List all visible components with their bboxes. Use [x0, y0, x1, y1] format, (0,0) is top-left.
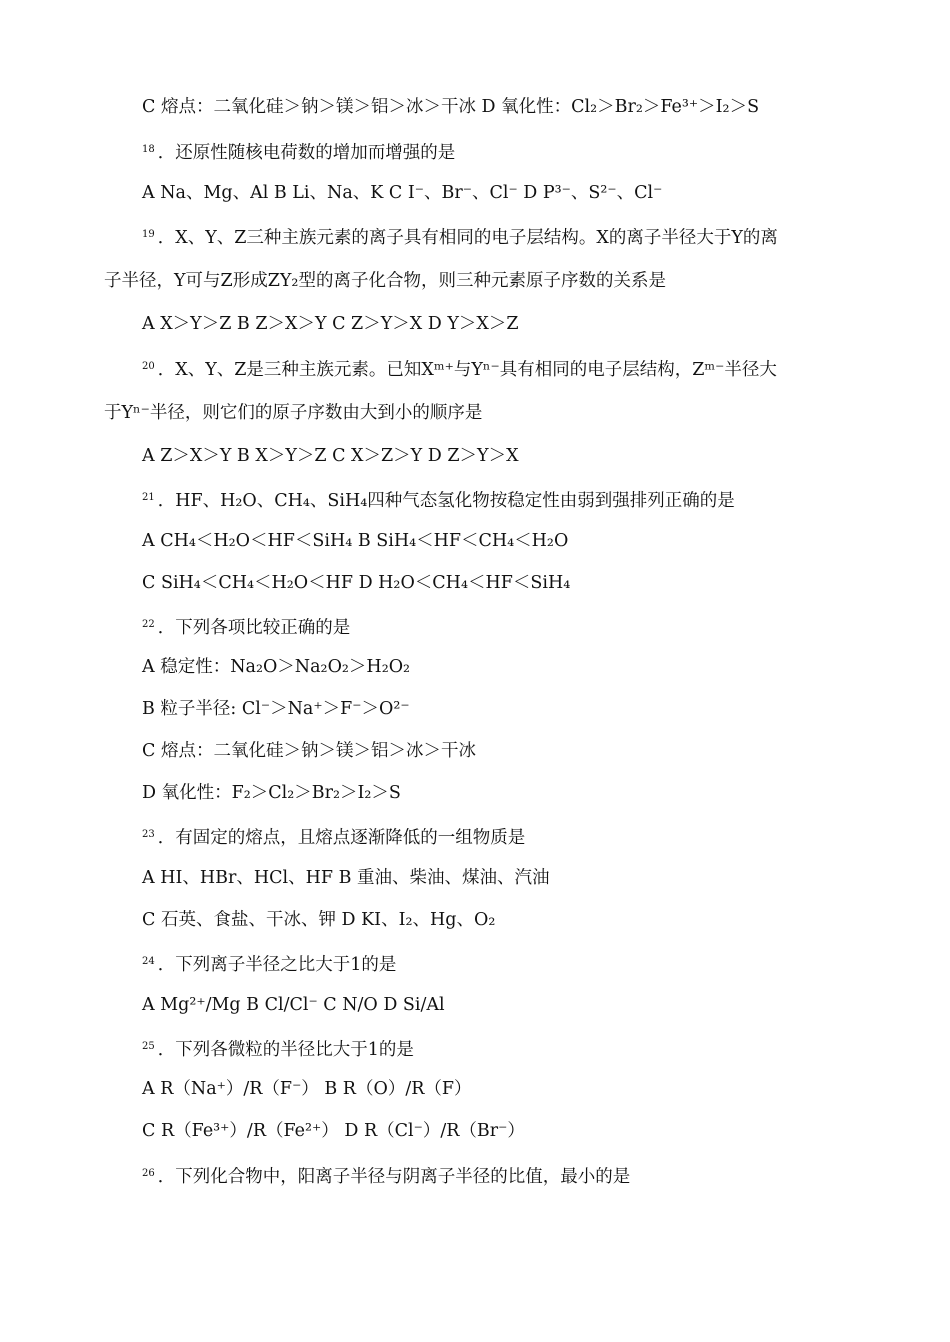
q24-options: A Mg²⁺/Mg B Cl/Cl⁻ C N/O D Si/Al	[142, 995, 445, 1015]
q19-stem-line2: 子半径，Y可与Z形成ZY₂型的离子化合物，则三种元素原子序数的关系是	[104, 271, 666, 291]
question-number: 25	[142, 1041, 155, 1052]
q20-stem-line1: $^{20}$ ．X、Y、Z是三种主族元素。已知Xᵐ⁺与Yⁿ⁻具有相同的电子层结构，Zᵐ⁻半径大	[142, 360, 777, 380]
q25-options-ab: A R（Na⁺）/R（F⁻） B R（O）/R（F）	[142, 1079, 472, 1099]
q23-options-cd: C 石英、食盐、干冰、钾 D KI、I₂、Hg、O₂	[142, 910, 496, 930]
q19-options: A X＞Y＞Z B Z＞X＞Y C Z＞Y＞X D Y＞X＞Z	[142, 314, 519, 334]
q23-stem: $^{23}$ ．有固定的熔点，且熔点逐渐降低的一组物质是	[142, 828, 526, 848]
question-number: 24	[142, 956, 155, 967]
q18-options: A Na、Mg、Al B Li、Na、K C I⁻、Br⁻、Cl⁻ D P³⁻、S²⁻、Cl⁻	[142, 183, 663, 203]
q22-stem: $^{22}$ ．下列各项比较正确的是	[142, 618, 351, 638]
q18-stem: $^{18}$ ．还原性随核电荷数的增加而增强的是	[142, 143, 456, 163]
q21-options-cd: C SiH₄＜CH₄＜H₂O＜HF D H₂O＜CH₄＜HF＜SiH₄	[142, 573, 571, 593]
q22-option-b: B 粒子半径: Cl⁻＞Na⁺＞F⁻＞O²⁻	[142, 699, 410, 719]
q17-options-cd: C 熔点：二氧化硅＞钠＞镁＞铝＞冰＞干冰 D 氧化性：Cl₂＞Br₂＞Fe³⁺＞I₂＞S	[142, 97, 760, 117]
q19-stem-line1: $^{19}$ ．X、Y、Z三种主族元素的离子具有相同的电子层结构。X的离子半径大于Y的离	[142, 228, 778, 248]
q23-options-ab: A HI、HBr、HCl、HF B 重油、柴油、煤油、汽油	[142, 868, 550, 888]
q22-option-d: D 氧化性：F₂＞Cl₂＞Br₂＞I₂＞S	[142, 783, 401, 803]
q22-option-c: C 熔点：二氧化硅＞钠＞镁＞铝＞冰＞干冰	[142, 741, 476, 761]
q24-stem: $^{24}$ ．下列离子半径之比大于1的是	[142, 955, 397, 975]
q25-stem: $^{25}$ ．下列各微粒的半径比大于1的是	[142, 1040, 414, 1060]
question-number: 23	[142, 829, 155, 840]
q20-options: A Z＞X＞Y B X＞Y＞Z C X＞Z＞Y D Z＞Y＞X	[142, 446, 519, 466]
q21-stem: $^{21}$ ．HF、H₂O、CH₄、SiH₄四种气态氢化物按稳定性由弱到强排列正确的是	[142, 491, 735, 511]
q21-options-ab: A CH₄＜H₂O＜HF＜SiH₄ B SiH₄＜HF＜CH₄＜H₂O	[142, 531, 569, 551]
question-number: 18	[142, 144, 155, 155]
q26-stem: $^{26}$ ．下列化合物中，阳离子半径与阴离子半径的比值，最小的是	[142, 1167, 631, 1187]
question-number: 19	[142, 229, 155, 240]
question-number: 26	[142, 1168, 155, 1179]
q20-stem-line2: 于Yⁿ⁻半径，则它们的原子序数由大到小的顺序是	[104, 403, 483, 423]
q25-options-cd: C R（Fe³⁺）/R（Fe²⁺） D R（Cl⁻）/R（Br⁻）	[142, 1121, 525, 1141]
question-number: 21	[142, 492, 155, 503]
q22-option-a: A 稳定性：Na₂O＞Na₂O₂＞H₂O₂	[142, 657, 411, 677]
question-number: 22	[142, 619, 155, 630]
question-number: 20	[142, 361, 155, 372]
